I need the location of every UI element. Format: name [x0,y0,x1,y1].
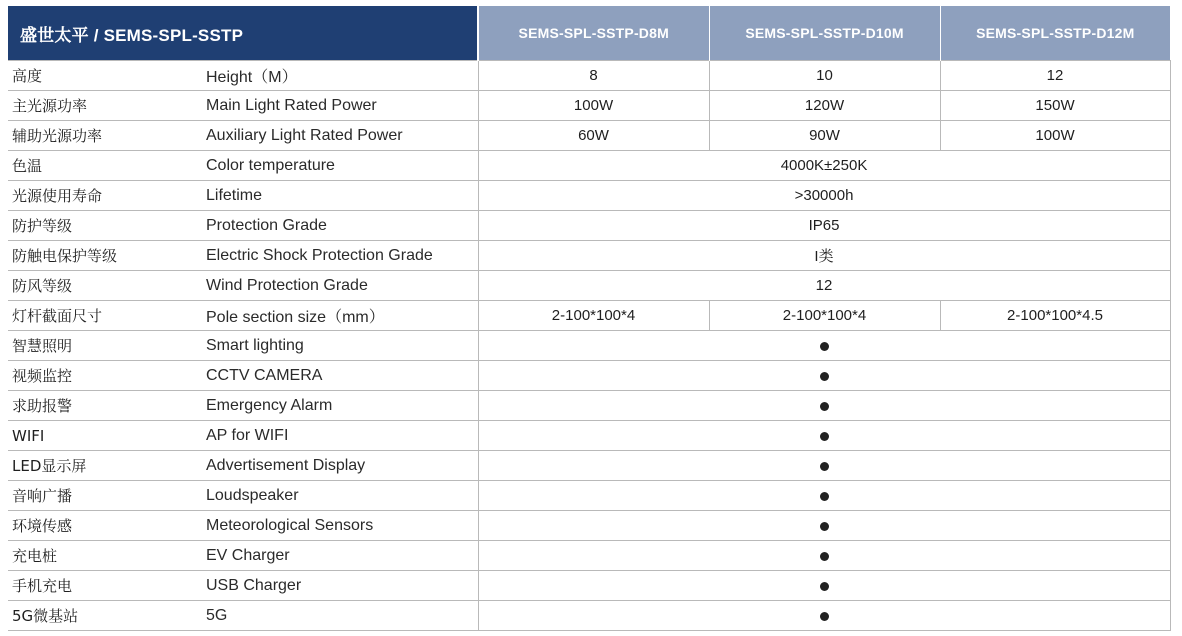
header-row [8,6,1170,61]
supported-dot-icon [820,582,829,591]
supported-dot-icon [820,432,829,441]
spec-label-en: Wind Protection Grade [196,271,478,301]
table-row [8,241,1170,271]
spec-label-cn: LED显示屏 [8,451,196,481]
table-row [8,91,1170,121]
spec-label-cn: 高度 [8,61,196,91]
table-row [8,301,1170,331]
feature-supported-cell [478,331,1170,361]
supported-dot-icon [820,402,829,411]
feature-supported-cell [478,451,1170,481]
spec-label-cn: 音响广播 [8,481,196,511]
table-row [8,211,1170,241]
spec-label-en: Main Light Rated Power [196,91,478,121]
table-row [8,271,1170,301]
spec-value-model-1: 2-100*100*4 [478,301,709,331]
spec-label-en: Smart lighting [196,331,478,361]
spec-value-shared: 12 [478,271,1170,301]
spec-value-model-2: 120W [709,91,940,121]
spec-label-en: Protection Grade [196,211,478,241]
spec-value-model-3: 100W [940,121,1170,151]
feature-supported-cell [478,511,1170,541]
table-row [8,361,1170,391]
spec-label-en: 5G [196,601,478,631]
spec-value-shared: I类 [478,241,1170,271]
table-row [8,421,1170,451]
table-row [8,331,1170,361]
table-row [8,511,1170,541]
feature-supported-cell [478,571,1170,601]
feature-supported-cell [478,421,1170,451]
feature-supported-cell [478,361,1170,391]
feature-supported-cell [478,601,1170,631]
spec-label-en: Meteorological Sensors [196,511,478,541]
spec-label-cn: 光源使用寿命 [8,181,196,211]
spec-label-cn: 辅助光源功率 [8,121,196,151]
table-row [8,541,1170,571]
model-header-d12m: SEMS-SPL-SSTP-D12M [940,6,1170,61]
spec-value-shared: IP65 [478,211,1170,241]
spec-value-model-2: 2-100*100*4 [709,301,940,331]
supported-dot-icon [820,612,829,621]
table-row [8,391,1170,421]
spec-label-cn: 手机充电 [8,571,196,601]
supported-dot-icon [820,462,829,471]
spec-value-model-2: 90W [709,121,940,151]
supported-dot-icon [820,552,829,561]
table-row [8,61,1170,91]
spec-label-en: Lifetime [196,181,478,211]
spec-value-model-3: 2-100*100*4.5 [940,301,1170,331]
spec-label-en: Emergency Alarm [196,391,478,421]
spec-label-cn: 主光源功率 [8,91,196,121]
spec-label-en: Loudspeaker [196,481,478,511]
spec-label-en: EV Charger [196,541,478,571]
spec-label-en: CCTV CAMERA [196,361,478,391]
brand-title: 盛世太平 / SEMS-SPL-SSTP [8,6,478,61]
spec-label-en: Advertisement Display [196,451,478,481]
table-row [8,601,1170,631]
model-header-d8m: SEMS-SPL-SSTP-D8M [478,6,709,61]
spec-value-model-3: 12 [940,61,1170,91]
supported-dot-icon [820,372,829,381]
spec-label-cn: 防触电保护等级 [8,241,196,271]
spec-label-cn: 灯杆截面尺寸 [8,301,196,331]
supported-dot-icon [820,342,829,351]
spec-label-cn: WIFI [8,421,196,451]
spec-label-en: Auxiliary Light Rated Power [196,121,478,151]
spec-value-model-3: 150W [940,91,1170,121]
spec-label-en: AP for WIFI [196,421,478,451]
spec-label-cn: 5G微基站 [8,601,196,631]
table-row [8,121,1170,151]
spec-label-en: Electric Shock Protection Grade [196,241,478,271]
supported-dot-icon [820,492,829,501]
spec-label-en: Height（M） [196,61,478,91]
spec-value-model-1: 100W [478,91,709,121]
table-row [8,481,1170,511]
table-header [8,6,1170,61]
spec-label-cn: 环境传感 [8,511,196,541]
spec-table [8,6,1171,631]
spec-value-shared: >30000h [478,181,1170,211]
table-row [8,181,1170,211]
table-row [8,451,1170,481]
feature-supported-cell [478,541,1170,571]
feature-supported-cell [478,391,1170,421]
spec-value-model-2: 10 [709,61,940,91]
spec-value-model-1: 8 [478,61,709,91]
table-body [8,61,1170,631]
spec-label-en: Color temperature [196,151,478,181]
spec-label-cn: 求助报警 [8,391,196,421]
spec-label-en: USB Charger [196,571,478,601]
spec-label-en: Pole section size（mm） [196,301,478,331]
spec-label-cn: 充电桩 [8,541,196,571]
table-row [8,571,1170,601]
feature-supported-cell [478,481,1170,511]
spec-value-shared: 4000K±250K [478,151,1170,181]
spec-value-model-1: 60W [478,121,709,151]
table-row [8,151,1170,181]
spec-label-cn: 色温 [8,151,196,181]
spec-label-cn: 视频监控 [8,361,196,391]
supported-dot-icon [820,522,829,531]
spec-label-cn: 防风等级 [8,271,196,301]
spec-label-cn: 智慧照明 [8,331,196,361]
spec-label-cn: 防护等级 [8,211,196,241]
model-header-d10m: SEMS-SPL-SSTP-D10M [709,6,940,61]
